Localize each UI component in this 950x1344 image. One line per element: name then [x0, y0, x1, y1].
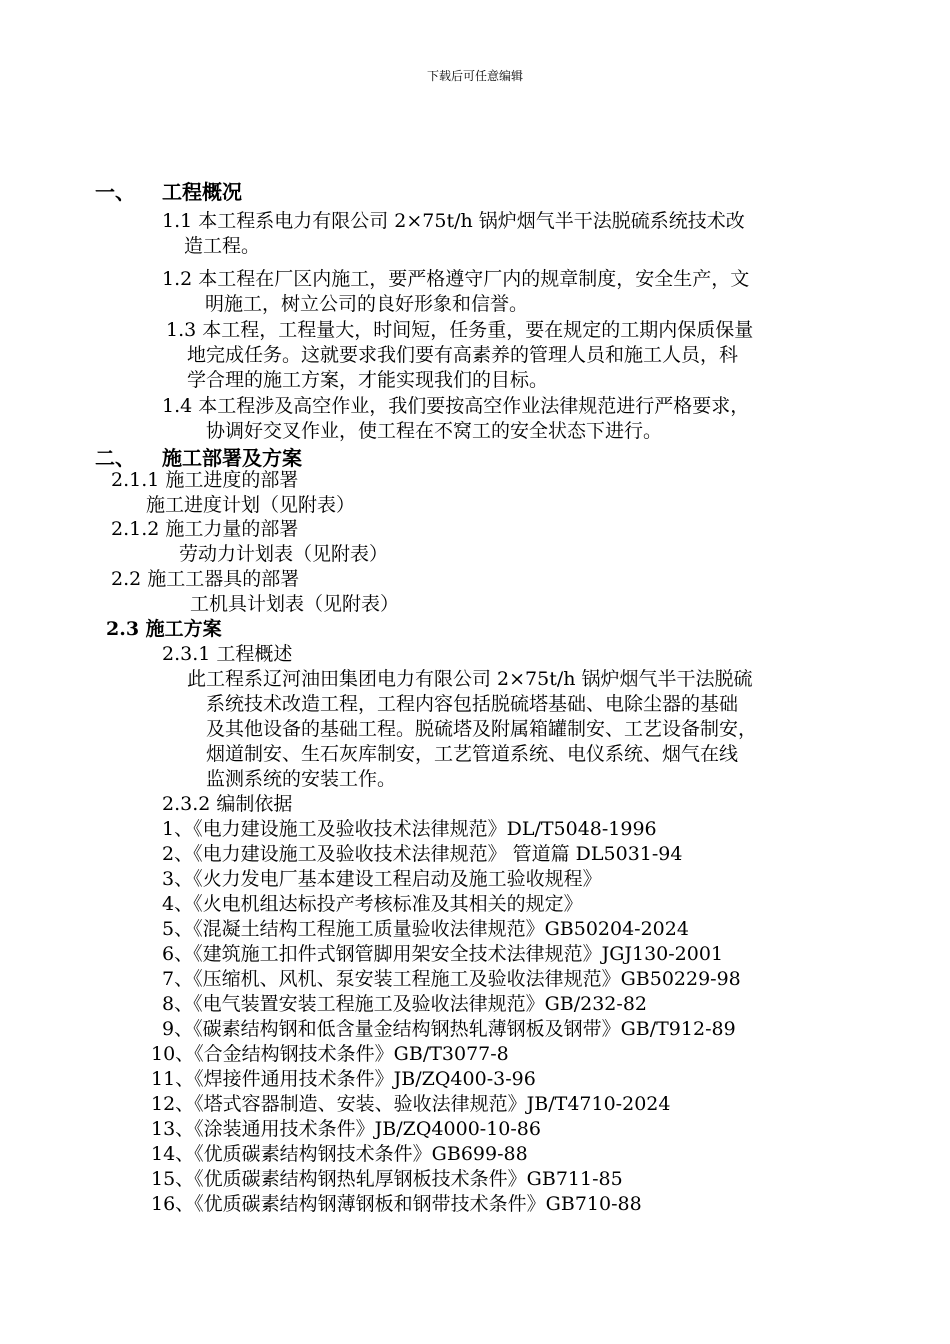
heading-2-3-1: 2.3.1 工程概述 — [162, 643, 293, 665]
reference-item: 16、《优质碳素结构钢薄钢板和钢带技术条件》GB710-88 — [151, 1193, 642, 1215]
heading-2-1-1: 2.1.1 施工进度的部署 — [111, 469, 299, 491]
overview-line-5: 监测系统的安装工作。 — [206, 768, 397, 790]
reference-item: 3、《火力发电厂基本建设工程启动及施工验收规程》 — [162, 868, 602, 890]
reference-item: 15、《优质碳素结构钢热轧厚钢板技术条件》GB711-85 — [151, 1168, 623, 1190]
overview-line-1: 此工程系辽河油田集团电力有限公司 2×75t/h 锅炉烟气半干法脱硫 — [187, 668, 753, 690]
header-note: 下载后可任意编辑 — [426, 69, 523, 83]
item-2-2-sub: 工机具计划表（见附表） — [190, 593, 400, 615]
reference-item: 13、《涂装通用技术条件》JB/ZQ4000-10-86 — [151, 1118, 541, 1140]
heading-2-2: 2.2 施工工器具的部署 — [111, 568, 300, 590]
paragraph-1-4-cont: 协调好交叉作业，使工程在不窝工的安全状态下进行。 — [206, 420, 663, 442]
item-2-1-2-sub: 劳动力计划表（见附表） — [179, 543, 389, 565]
reference-item: 7、《压缩机、风机、泵安装工程施工及验收法律规范》GB50229-98 — [162, 968, 741, 990]
section-1-number: 一、 — [95, 180, 135, 204]
paragraph-1-2-cont: 明施工，树立公司的良好形象和信誉。 — [205, 293, 529, 315]
paragraph-1-2: 1.2 本工程在厂区内施工，要严格遵守厂内的规章制度，安全生产，文 — [162, 268, 750, 290]
section-1-title: 工程概况 — [162, 180, 242, 204]
heading-2-3: 2.3 施工方案 — [106, 618, 222, 640]
overview-line-4: 烟道制安、生石灰库制安，工艺管道系统、电仪系统、烟气在线 — [206, 743, 739, 765]
paragraph-1-3-cont-1: 地完成任务。这就要求我们要有高素养的管理人员和施工人员，科 — [187, 344, 739, 366]
section-2-title: 施工部署及方案 — [162, 446, 302, 470]
heading-2-3-2: 2.3.2 编制依据 — [162, 793, 293, 815]
reference-item: 11、《焊接件通用技术条件》JB/ZQ400-3-96 — [151, 1068, 536, 1090]
reference-item: 2、《电力建设施工及验收技术法律规范》 管道篇 DL5031-94 — [162, 843, 683, 865]
item-2-1-1-sub: 施工进度计划（见附表） — [146, 494, 356, 516]
reference-item: 1、《电力建设施工及验收技术法律规范》DL/T5048-1996 — [162, 818, 657, 840]
heading-2-1-2: 2.1.2 施工力量的部署 — [111, 518, 299, 540]
paragraph-1-1: 1.1 本工程系电力有限公司 2×75t/h 锅炉烟气半干法脱硫系统技术改 — [162, 210, 745, 232]
reference-item: 14、《优质碳素结构钢技术条件》GB699-88 — [151, 1143, 528, 1165]
reference-item: 12、《塔式容器制造、安装、验收法律规范》JB/T4710-2024 — [151, 1093, 671, 1115]
paragraph-1-4: 1.4 本工程涉及高空作业，我们要按高空作业法律规范进行严格要求， — [162, 395, 750, 417]
reference-item: 10、《合金结构钢技术条件》GB/T3077-8 — [151, 1043, 509, 1065]
overview-line-3: 及其他设备的基础工程。脱硫塔及附属箱罐制安、工艺设备制安， — [206, 718, 758, 740]
reference-item: 8、《电气装置安装工程施工及验收法律规范》GB/232-82 — [162, 993, 647, 1015]
reference-item: 5、《混凝土结构工程施工质量验收法律规范》GB50204-2024 — [162, 918, 689, 940]
section-2-number: 二、 — [95, 446, 135, 470]
paragraph-1-3-cont-2: 学合理的施工方案，才能实现我们的目标。 — [187, 369, 549, 391]
paragraph-1-1-cont: 造工程。 — [184, 235, 261, 257]
overview-line-2: 系统技术改造工程，工程内容包括脱硫塔基础、电除尘器的基础 — [206, 693, 739, 715]
reference-item: 6、《建筑施工扣件式钢管脚用架安全技术法律规范》JGJ130-2001 — [162, 943, 724, 965]
reference-item: 9、《碳素结构钢和低含量金结构钢热轧薄钢板及钢带》GB/T912-89 — [162, 1018, 736, 1040]
reference-item: 4、《火电机组达标投产考核标准及其相关的规定》 — [162, 893, 583, 915]
paragraph-1-3: 1.3 本工程，工程量大，时间短，任务重，要在规定的工期内保质保量 — [166, 319, 754, 341]
